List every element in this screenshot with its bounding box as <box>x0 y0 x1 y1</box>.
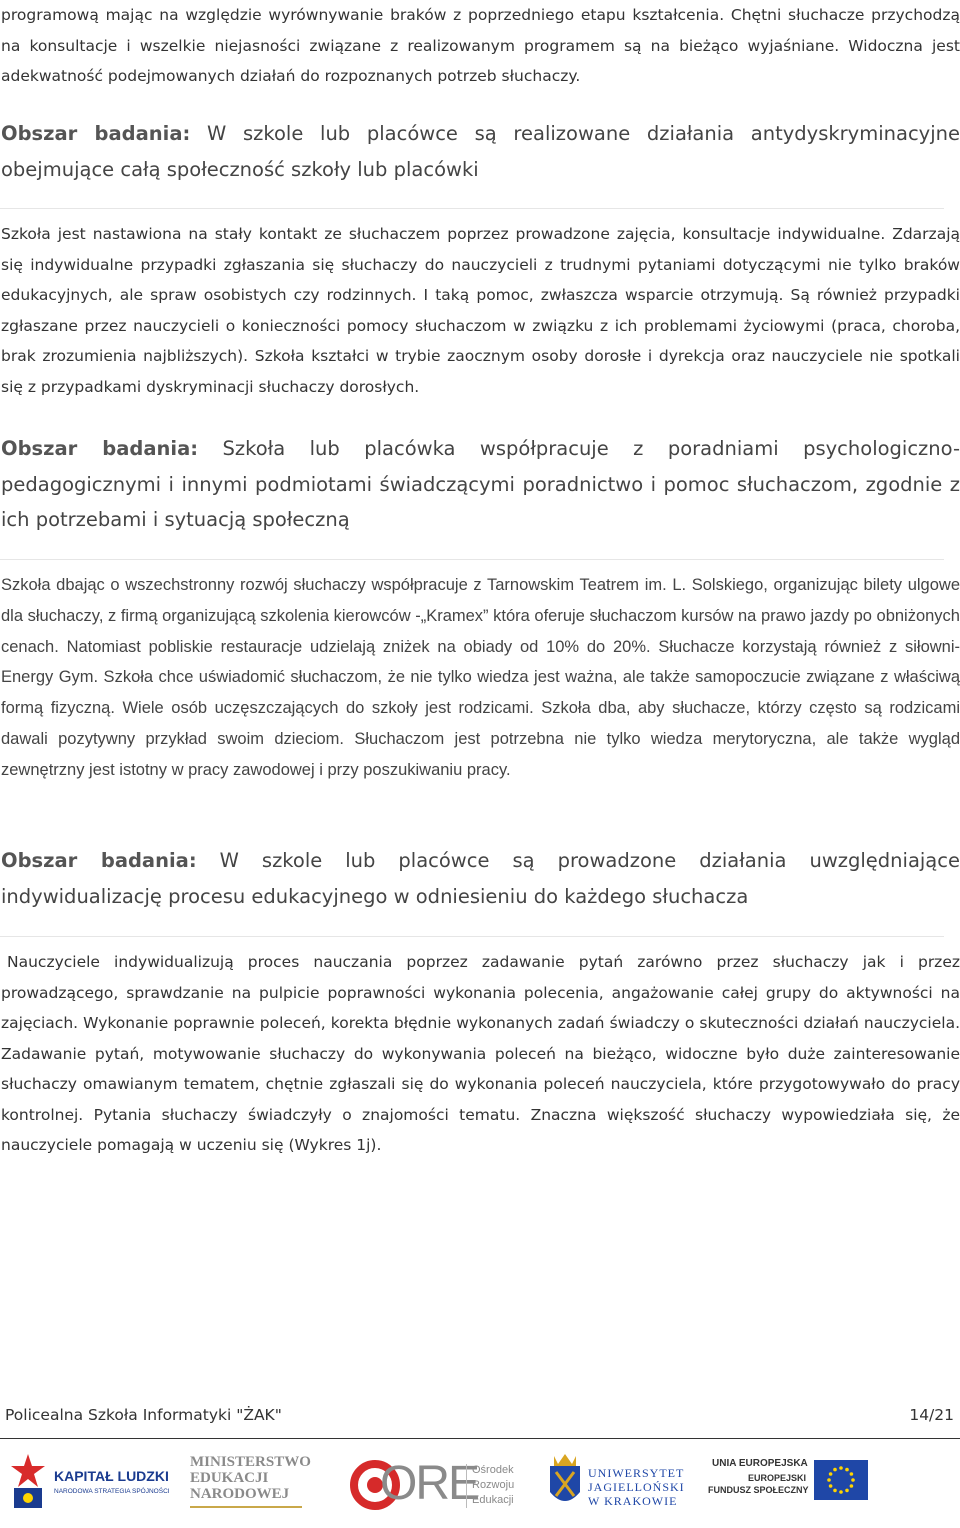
eu-line3: FUNDUSZ SPOŁECZNY <box>708 1485 809 1495</box>
uj-logo <box>548 1450 688 1520</box>
uj-crest-icon <box>548 1452 582 1512</box>
eu-flag-icon <box>814 1460 868 1500</box>
sponsor-logos <box>0 1448 960 1524</box>
ministerstwo-line2: EDUKACJI <box>190 1470 269 1486</box>
eu-line1: UNIA EUROPEJSKA <box>712 1458 808 1469</box>
ore-logo <box>350 1454 530 1518</box>
ore-line2: Rozwoju <box>472 1479 515 1491</box>
section-title: W szkole lub placówce są realizowane działania antydyskryminacyjne obejmujące całą społeczność szkoły lub placówki <box>1 122 960 181</box>
ministerstwo-line3: NARODOWEJ <box>190 1486 290 1502</box>
section-lead: Obszar badania: <box>1 122 191 145</box>
section-divider <box>0 559 944 560</box>
ore-line3: Edukacji <box>472 1494 514 1506</box>
kapital-ludzki-subtitle: NARODOWA STRATEGIA SPÓJNOŚCI <box>54 1488 170 1495</box>
kapital-ludzki-icon <box>8 1452 48 1512</box>
uj-line1: UNIWERSYTET <box>588 1466 685 1480</box>
uj-line2: JAGIELLOŃSKI <box>588 1480 685 1494</box>
ore-divider <box>466 1464 467 1508</box>
section-divider <box>0 936 944 937</box>
section-heading <box>1 116 960 187</box>
section-heading <box>1 431 960 538</box>
section-body: Szkoła jest nastawiona na stały kontakt ze słuchaczem poprzez prowadzone zajęcia, konsultacje indywidualne. Zdarzają się indywidualne przypadki zgłaszania się słuchaczy do nauczycieli z trudnymi pytaniami dotyczącymi nie tylko braków edukacyjnych, ale spraw osobistych czy rodzinnych. I taką pomoc, zwłaszcza wsparcie otrzymują. Są również przypadki zgłaszane przez nauczycieli o konieczności pomocy słuchaczom w związku z ich problemami życiowymi (praca, choroba, brak zrozumienia najbliższych). Szkoła kształci w trybie zaocznym osoby dorosłe i dyrekcja oraz nauczyciele nie spotkali się z przypadkami dyskryminacji słuchaczy dorosłych. <box>1 225 960 396</box>
section-heading <box>1 843 960 914</box>
intro-paragraph: programową mając na względzie wyrównywanie braków z poprzedniego etapu kształcenia. Chętni słuchacze przychodzą na konsultacje i wszelkie niejasności związane z realizowanym programem są na bieżąco wyjaśniane. Widoczna jest adekwatność podejmowanych działań do rozpoznanych potrzeb słuchaczy. <box>1 6 960 85</box>
page-number: 14/21 <box>909 1406 954 1424</box>
footer-divider <box>0 1438 960 1439</box>
ministerstwo-line1: MINISTERSTWO <box>190 1454 311 1470</box>
kapital-ludzki-logo <box>8 1452 178 1516</box>
ministerstwo-logo <box>190 1454 320 1518</box>
eu-line2: EUROPEJSKI <box>748 1473 807 1483</box>
uj-line3: W KRAKOWIE <box>588 1494 678 1508</box>
section-body: Nauczyciele indywidualizują proces nauczania poprzez zadawanie pytań zarówno przez słuchaczy jak i przez prowadzącego, sprawdzanie na pulpicie poprawności wykonania polecenia, angażowanie całej grupy do aktywności na zajęciach. Wykonanie poprawnie poleceń, korekta błędnie wykonanych zadań świadczy o skuteczności działań nauczyciela. Zadawanie pytań, motywowanie słuchaczy do wykonywania poleceń na bieżąco, widoczne było duże zainteresowanie słuchaczy omawianym tematem, chętnie zgłaszali się do wykonania poleceń nauczyciela, które przygotowywało do pracy kontrolnej. Pytania słuchaczy świadczyły o znajomości tematu. Znaczna większość słuchaczy wypowiedziała się, że nauczyciele pomagają w uczeniu się (Wykres 1j). <box>1 953 960 1154</box>
section-lead: Obszar badania: <box>1 849 197 872</box>
footer-school-name: Policealna Szkoła Informatyki "ŻAK" <box>5 1406 282 1424</box>
kapital-ludzki-name: KAPITAŁ LUDZKI <box>54 1468 169 1484</box>
section-lead: Obszar badania: <box>1 437 199 460</box>
section-body: Szkoła dbając o wszechstronny rozwój słuchaczy współpracuje z Tarnowskim Teatrem im. L. Solskiego, organizując bilety ulgowe dla słuchaczy, z firmą organizującą szkolenia kierowców -„Kramex” która oferuje słuchaczom kursów na prawo jazdy po obniżonych cenach. Natomiast pobliskie restauracje udzielają zniżek na obiady od 10% do 20%. Słuchacze korzystają również z siłowni-Energy Gym. Szkoła chce uświadomić słuchaczom, że nie tylko wiedza jest ważna, ale także samopoczucie związane z właściwą formą fizyczną. Wiele osób uczęszczających do szkoły jest rodzicami. Szkoła dba, aby słuchacze, którzy często są rodzicami dawali pozytywny przykład swoim dzieciom. Słuchaczom jest potrzebna nie tylko wiedza merytoryczna, ale także wygląd zewnętrzny jest istotny w pracy zawodowej i przy poszukiwaniu pracy. <box>1 576 960 779</box>
ministerstwo-underline <box>190 1506 302 1508</box>
section-divider <box>0 208 944 209</box>
ore-mark: ORE <box>380 1457 479 1510</box>
section-title: W szkole lub placówce są prowadzone działania uwzględniające indywidualizację procesu edukacyjnego w odniesieniu do każdego słuchacza <box>1 849 960 908</box>
section-title: Szkoła lub placówka współpracuje z poradniami psychologiczno-pedagogicznymi i innymi podmiotami świadczącymi poradnictwo i pomoc słuchaczom, zgodnie z ich potrzebami i sytuacją społeczną <box>1 437 960 531</box>
ore-line1: Ośrodek <box>472 1464 514 1476</box>
